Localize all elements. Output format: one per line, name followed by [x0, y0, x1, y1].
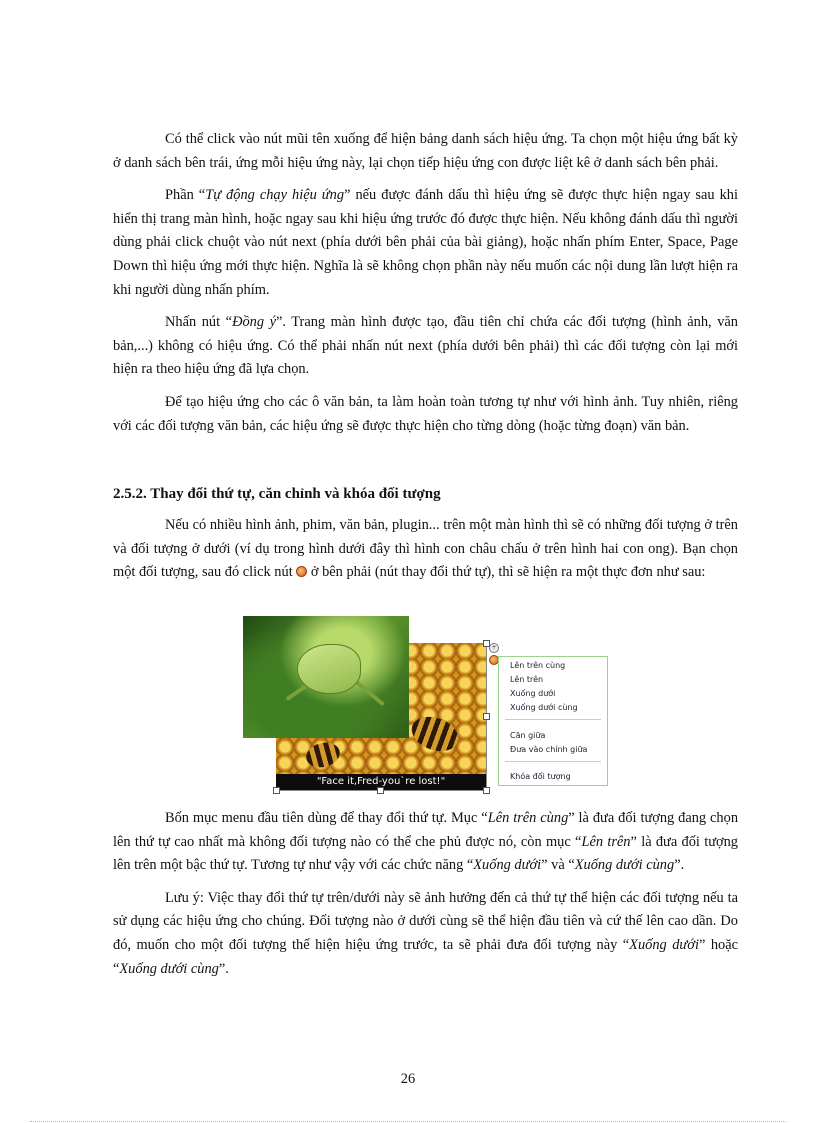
text-run: ” nếu được đánh dấu thì hiệu ứng sẽ được thực hiện ngay sau khi hiển thị trang màn hình, hoặc ngay sau khi hiệu ứng trước đó được thực hiện. Nếu không đánh dấu thì người dùng phải click chuột vào nút next (phía dưới bên phải của bài giảng), hoặc nhấn phím Enter, Space, Page Down thì hiệu ứng mới thực hiện. Nghĩa là sẽ không chọn phần này nếu muốn các nội dung lần lượt hiện ra khi người dùng nhấn phím. [113, 187, 738, 298]
paragraph-auto-run [113, 184, 738, 302]
figure-order-menu [243, 616, 615, 794]
text-run: Phần “ [165, 187, 206, 204]
text-run: Nhấn nút “ [165, 314, 233, 331]
resize-handle[interactable] [483, 713, 490, 720]
italic-term: Xuống dưới [473, 857, 542, 874]
resize-handle[interactable] [483, 787, 490, 794]
resize-handle[interactable] [377, 787, 384, 794]
image-caption: "Face it,Fred-you`re lost!" [276, 774, 486, 790]
menu-item-send-backward[interactable]: Xuống dưới [510, 689, 556, 698]
section-heading: 2.5.2. Thay đổi thứ tự, căn chỉnh và khóa đối tượng [113, 486, 441, 502]
text-run: ” là đưa đối tượng đang chọn lên thứ tự cao nhất mà không đối tượng nào có thể che phủ được nó, còn mục “ [113, 810, 739, 850]
text-block-bottom [113, 807, 738, 981]
order-button-icon [296, 566, 307, 577]
footer-rule [30, 1121, 786, 1122]
menu-item-center-on-page[interactable]: Đưa vào chính giữa [510, 745, 588, 754]
text-block-top [113, 128, 738, 438]
effect-icon[interactable]: + [489, 643, 499, 653]
text-run: Bốn mục menu đầu tiên dùng để thay đổi thứ tự. Mục “ [165, 810, 488, 826]
text-run: ”. [218, 960, 229, 977]
text-run: Nếu có nhiều hình ảnh, phim, văn bản, plugin... trên một màn hình thì sẽ có những đối tượng ở trên và đối tượng ở dưới (ví dụ trong hình dưới đây thì hình con châu chấu ở trên hình hai con ong). Bạn chọn một đối tượng, sau đó click nút [113, 517, 738, 581]
italic-term: Xuống dưới [629, 936, 699, 953]
grasshopper-body [297, 644, 361, 694]
bee-shape [407, 711, 463, 757]
italic-term: Đồng ý [232, 314, 276, 331]
text-run: ” là đưa đối tượng lên trên một bậc thứ tự. Tương tự như vậy với các chức năng “ [113, 833, 739, 874]
menu-item-bring-forward[interactable]: Lên trên [510, 675, 544, 684]
italic-term: Xuống dưới cùng [119, 960, 219, 977]
resize-handle[interactable] [273, 787, 280, 794]
text-run: ”. Trang màn hình được tạo, đầu tiên chỉ chứa các đối tượng (hình ảnh, văn bản,...) không có hiệu ứng. Có thể phải nhấn nút next (phía dưới bên phải) thì các đối tượng còn lại mới hiện ra theo hiệu ứng đã lựa chọn. [113, 314, 738, 378]
paragraph-note [113, 887, 738, 981]
paragraph-text-effects: Để tạo hiệu ứng cho các ô văn bản, ta làm hoàn toàn tương tự như với hình ảnh. Tuy nhiên, riêng với các đối tượng văn bản, các hiệu ứng sẽ được thực hiện cho từng dòng (hoặc từng đoạn) văn bản. [113, 393, 738, 434]
bee-shape [303, 739, 342, 771]
paragraph-effect-list: Có thể click vào nút mũi tên xuống để hiện bảng danh sách hiệu ứng. Ta chọn một hiệu ứng bất kỳ ở danh sách bên trái, ứng mỗi hiệu ứng này, lại chọn tiếp hiệu ứng con được liệt kê ở danh sách bên phải. [113, 131, 738, 171]
menu-separator [505, 761, 601, 762]
text-run: ở bên phải (nút thay đổi thứ tự), thì sẽ hiện ra một thực đơn như sau: [307, 564, 706, 581]
grasshopper-image [243, 616, 409, 738]
menu-separator [505, 719, 601, 720]
menu-item-bring-to-front[interactable]: Lên trên cùng [510, 661, 566, 670]
order-context-menu [498, 656, 608, 786]
text-run: Lưu ý: Việc thay đổi thứ tự trên/dưới này sẽ ảnh hưởng đến cả thứ tự thể hiện các đối tượng nếu ta sử dụng các hiệu ứng cho chúng. Đối tượng nào ở dưới cùng sẽ thể hiện đầu tiên và cứ thế lên cao dần. Do đó, muốn cho một đối tượng thể hiện hiệu ứng trước, ta sẽ phải đưa đối tượng này “ [113, 889, 738, 953]
italic-term: Lên trên [581, 833, 631, 850]
page-number: 26 [400, 1071, 416, 1087]
text-run: ” và “ [541, 857, 575, 874]
text-run: ” hoặc “ [113, 936, 738, 977]
paragraph-menu-explanation [113, 807, 738, 878]
italic-term: Tự động chạy hiệu ứng [205, 187, 345, 204]
italic-term: Lên trên cùng [487, 810, 569, 826]
menu-item-send-to-back[interactable]: Xuống dưới cùng [510, 703, 578, 712]
menu-item-lock-object[interactable]: Khóa đối tượng [510, 772, 571, 781]
menu-item-align-center[interactable]: Căn giữa [510, 731, 546, 740]
italic-term: Xuống dưới cùng [574, 857, 675, 874]
text-run: ”. [674, 857, 685, 874]
paragraph-agree [113, 311, 738, 382]
paragraph-object-order [113, 514, 738, 585]
text-block-middle [113, 514, 738, 585]
